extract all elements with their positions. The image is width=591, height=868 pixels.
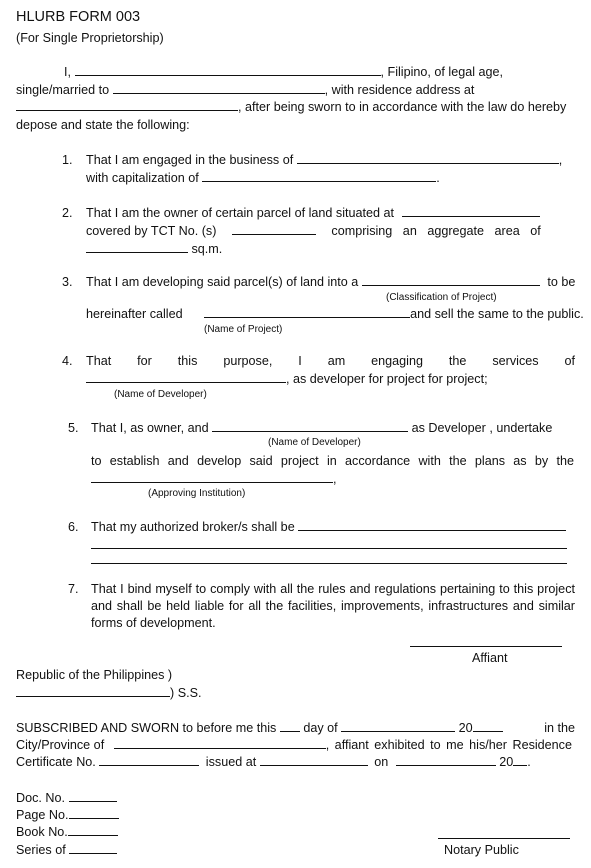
series-label: Series of [16, 843, 66, 857]
item-2-line-2 [86, 224, 576, 239]
item-2-text: That I am the owner of certain parcel of land situated at [86, 206, 395, 220]
item-1-line-1 [86, 153, 562, 168]
venue-ss-line [16, 686, 202, 701]
jurat-affiant-exhibited: , affiant exhibited to me his/her Residence [325, 738, 572, 752]
jurat-in-the: in the [544, 721, 575, 735]
residence-cert-field[interactable] [99, 755, 199, 766]
affiant-name-field[interactable] [75, 65, 381, 76]
broker-field-1[interactable] [298, 520, 566, 531]
jurat-on: on [374, 755, 389, 769]
series-field[interactable] [69, 843, 117, 854]
affiant-label: Affiant [472, 651, 508, 665]
book-no-label: Book No. [16, 825, 68, 839]
jurat-day-of: day of [303, 721, 338, 735]
item-6-text: That my authorized broker/s shall be [91, 520, 295, 534]
item-3-sell: and sell the same to the public. [410, 307, 584, 321]
notary-public-label: Notary Public [444, 843, 519, 857]
item-5-line-3 [91, 472, 337, 487]
doc-no-field[interactable] [69, 791, 117, 802]
item-7-line-1: That I bind myself to comply with all the rules and regulations pertaining to this project [91, 582, 575, 596]
intro-depose: depose and state the following: [16, 118, 190, 132]
item-3-called: hereinafter called [86, 307, 183, 321]
item-6-line-1 [91, 520, 566, 535]
capitalization-field[interactable] [202, 171, 436, 182]
institution-caption: (Approving Institution) [148, 488, 246, 499]
book-no-row [16, 825, 118, 840]
tct-number-field[interactable] [232, 224, 316, 235]
item-2-tct: covered by TCT No. (s) [86, 224, 217, 238]
item-5-comma: , [333, 472, 337, 486]
item-5-b: as Developer , undertake [411, 421, 553, 435]
land-location-field[interactable] [402, 206, 540, 217]
developer-name-field-2[interactable] [212, 421, 408, 432]
item-1-number: 1. [62, 153, 73, 167]
item-2-number: 2. [62, 206, 73, 220]
venue-republic: Republic of the Philippines ) [16, 668, 173, 682]
item-7-line-2: and shall be held liable for all the facilities, improvements, infrastructures and similar [91, 599, 575, 613]
jurat-line-3 [16, 755, 531, 770]
issued-on-field[interactable] [396, 755, 496, 766]
item-1-end: . [436, 171, 440, 185]
notary-signature-line[interactable] [438, 826, 570, 839]
spouse-name-field[interactable] [113, 83, 325, 94]
item-5-number: 5. [68, 421, 79, 435]
approving-institution-field[interactable] [91, 472, 333, 483]
intro-line-3 [16, 100, 566, 115]
intro-sworn: , after being sworn to in accordance with the law do hereby [238, 100, 567, 114]
jurat-city: City/Province of [16, 738, 105, 752]
item-5-line-2: to establish and develop said project in accordance with the plans as by the [91, 454, 574, 468]
item-4-line-2 [86, 372, 488, 387]
item-2-area: comprising an aggregate area of [331, 224, 541, 238]
item-2-sqm: sq.m. [191, 242, 223, 256]
developer-name-field[interactable] [86, 372, 286, 383]
issued-at-field[interactable] [260, 755, 368, 766]
series-row [16, 843, 117, 858]
item-4-number: 4. [62, 354, 73, 368]
jurat-20: 20 [458, 721, 473, 735]
form-title: HLURB FORM 003 [16, 9, 141, 25]
jurat-issued-at: issued at [205, 755, 257, 769]
item-3-line-2 [86, 307, 584, 322]
broker-field-3[interactable] [91, 551, 567, 564]
broker-field-2[interactable] [91, 536, 567, 549]
item-1-comma: , [558, 153, 563, 167]
item-2-line-3 [86, 242, 222, 257]
item-3-line-1 [86, 275, 575, 290]
item-6-number: 6. [68, 520, 79, 534]
intro-filipino: , Filipino, of legal age, [380, 65, 504, 79]
jurat-line-1 [16, 721, 575, 736]
form-subtitle: (For Single Proprietorship) [16, 31, 164, 45]
jurat-city-field[interactable] [114, 738, 326, 749]
item-3-number: 3. [62, 275, 73, 289]
item-7-number: 7. [68, 582, 79, 596]
affiant-signature-line[interactable] [410, 634, 562, 647]
jurat-month-field[interactable] [341, 721, 455, 732]
venue-ss: ) S.S. [170, 686, 202, 700]
item-5-a: That I, as owner, and [91, 421, 209, 435]
doc-no-label: Doc. No. [16, 791, 65, 805]
jurat-day-field[interactable] [280, 721, 300, 732]
page-no-field[interactable] [69, 808, 119, 819]
project-name-caption: (Name of Project) [204, 324, 283, 335]
jurat-line-2 [16, 738, 575, 753]
doc-no-row [16, 791, 117, 806]
area-sqm-field[interactable] [86, 242, 188, 253]
intro-i: I, [64, 65, 71, 79]
classification-caption: (Classification of Project) [386, 292, 497, 303]
item-5-line-1 [91, 421, 552, 436]
jurat-year-field[interactable] [473, 721, 503, 732]
item-4-dev: , as developer for project for project; [286, 372, 488, 386]
jurat-cert: Certificate No. [16, 755, 96, 769]
item-2-line-1 [86, 206, 540, 221]
project-name-field[interactable] [204, 307, 410, 318]
intro-line-2 [16, 83, 474, 98]
developer-caption: (Name of Developer) [114, 389, 207, 400]
page-no-row [16, 808, 119, 823]
item-4-line-1: That for this purpose, I am engaging the services of [86, 354, 575, 368]
issued-year-field[interactable] [513, 755, 527, 766]
item-3-tobe: to be [547, 275, 576, 289]
residence-address-field[interactable] [16, 100, 238, 111]
item-7-line-3: forms of development. [91, 616, 216, 630]
book-no-field[interactable] [68, 825, 118, 836]
jurat-end: . [527, 755, 531, 769]
venue-city-field[interactable] [16, 686, 170, 697]
item-3-text: That I am developing said parcel(s) of land into a [86, 275, 359, 289]
jurat-subscribed: SUBSCRIBED AND SWORN to before me this [16, 721, 277, 735]
intro-line-1 [64, 65, 503, 80]
item-1-line-2 [86, 171, 440, 186]
intro-single-married: single/married to [16, 83, 110, 97]
jurat-20b: 20 [499, 755, 514, 769]
item-1-cap: with capitalization of [86, 171, 199, 185]
business-field[interactable] [297, 153, 559, 164]
intro-residence: , with residence address at [324, 83, 475, 97]
item-1-text: That I am engaged in the business of [86, 153, 294, 167]
page-no-label: Page No. [16, 808, 69, 822]
project-classification-field[interactable] [362, 275, 540, 286]
developer-caption-2: (Name of Developer) [268, 437, 361, 448]
